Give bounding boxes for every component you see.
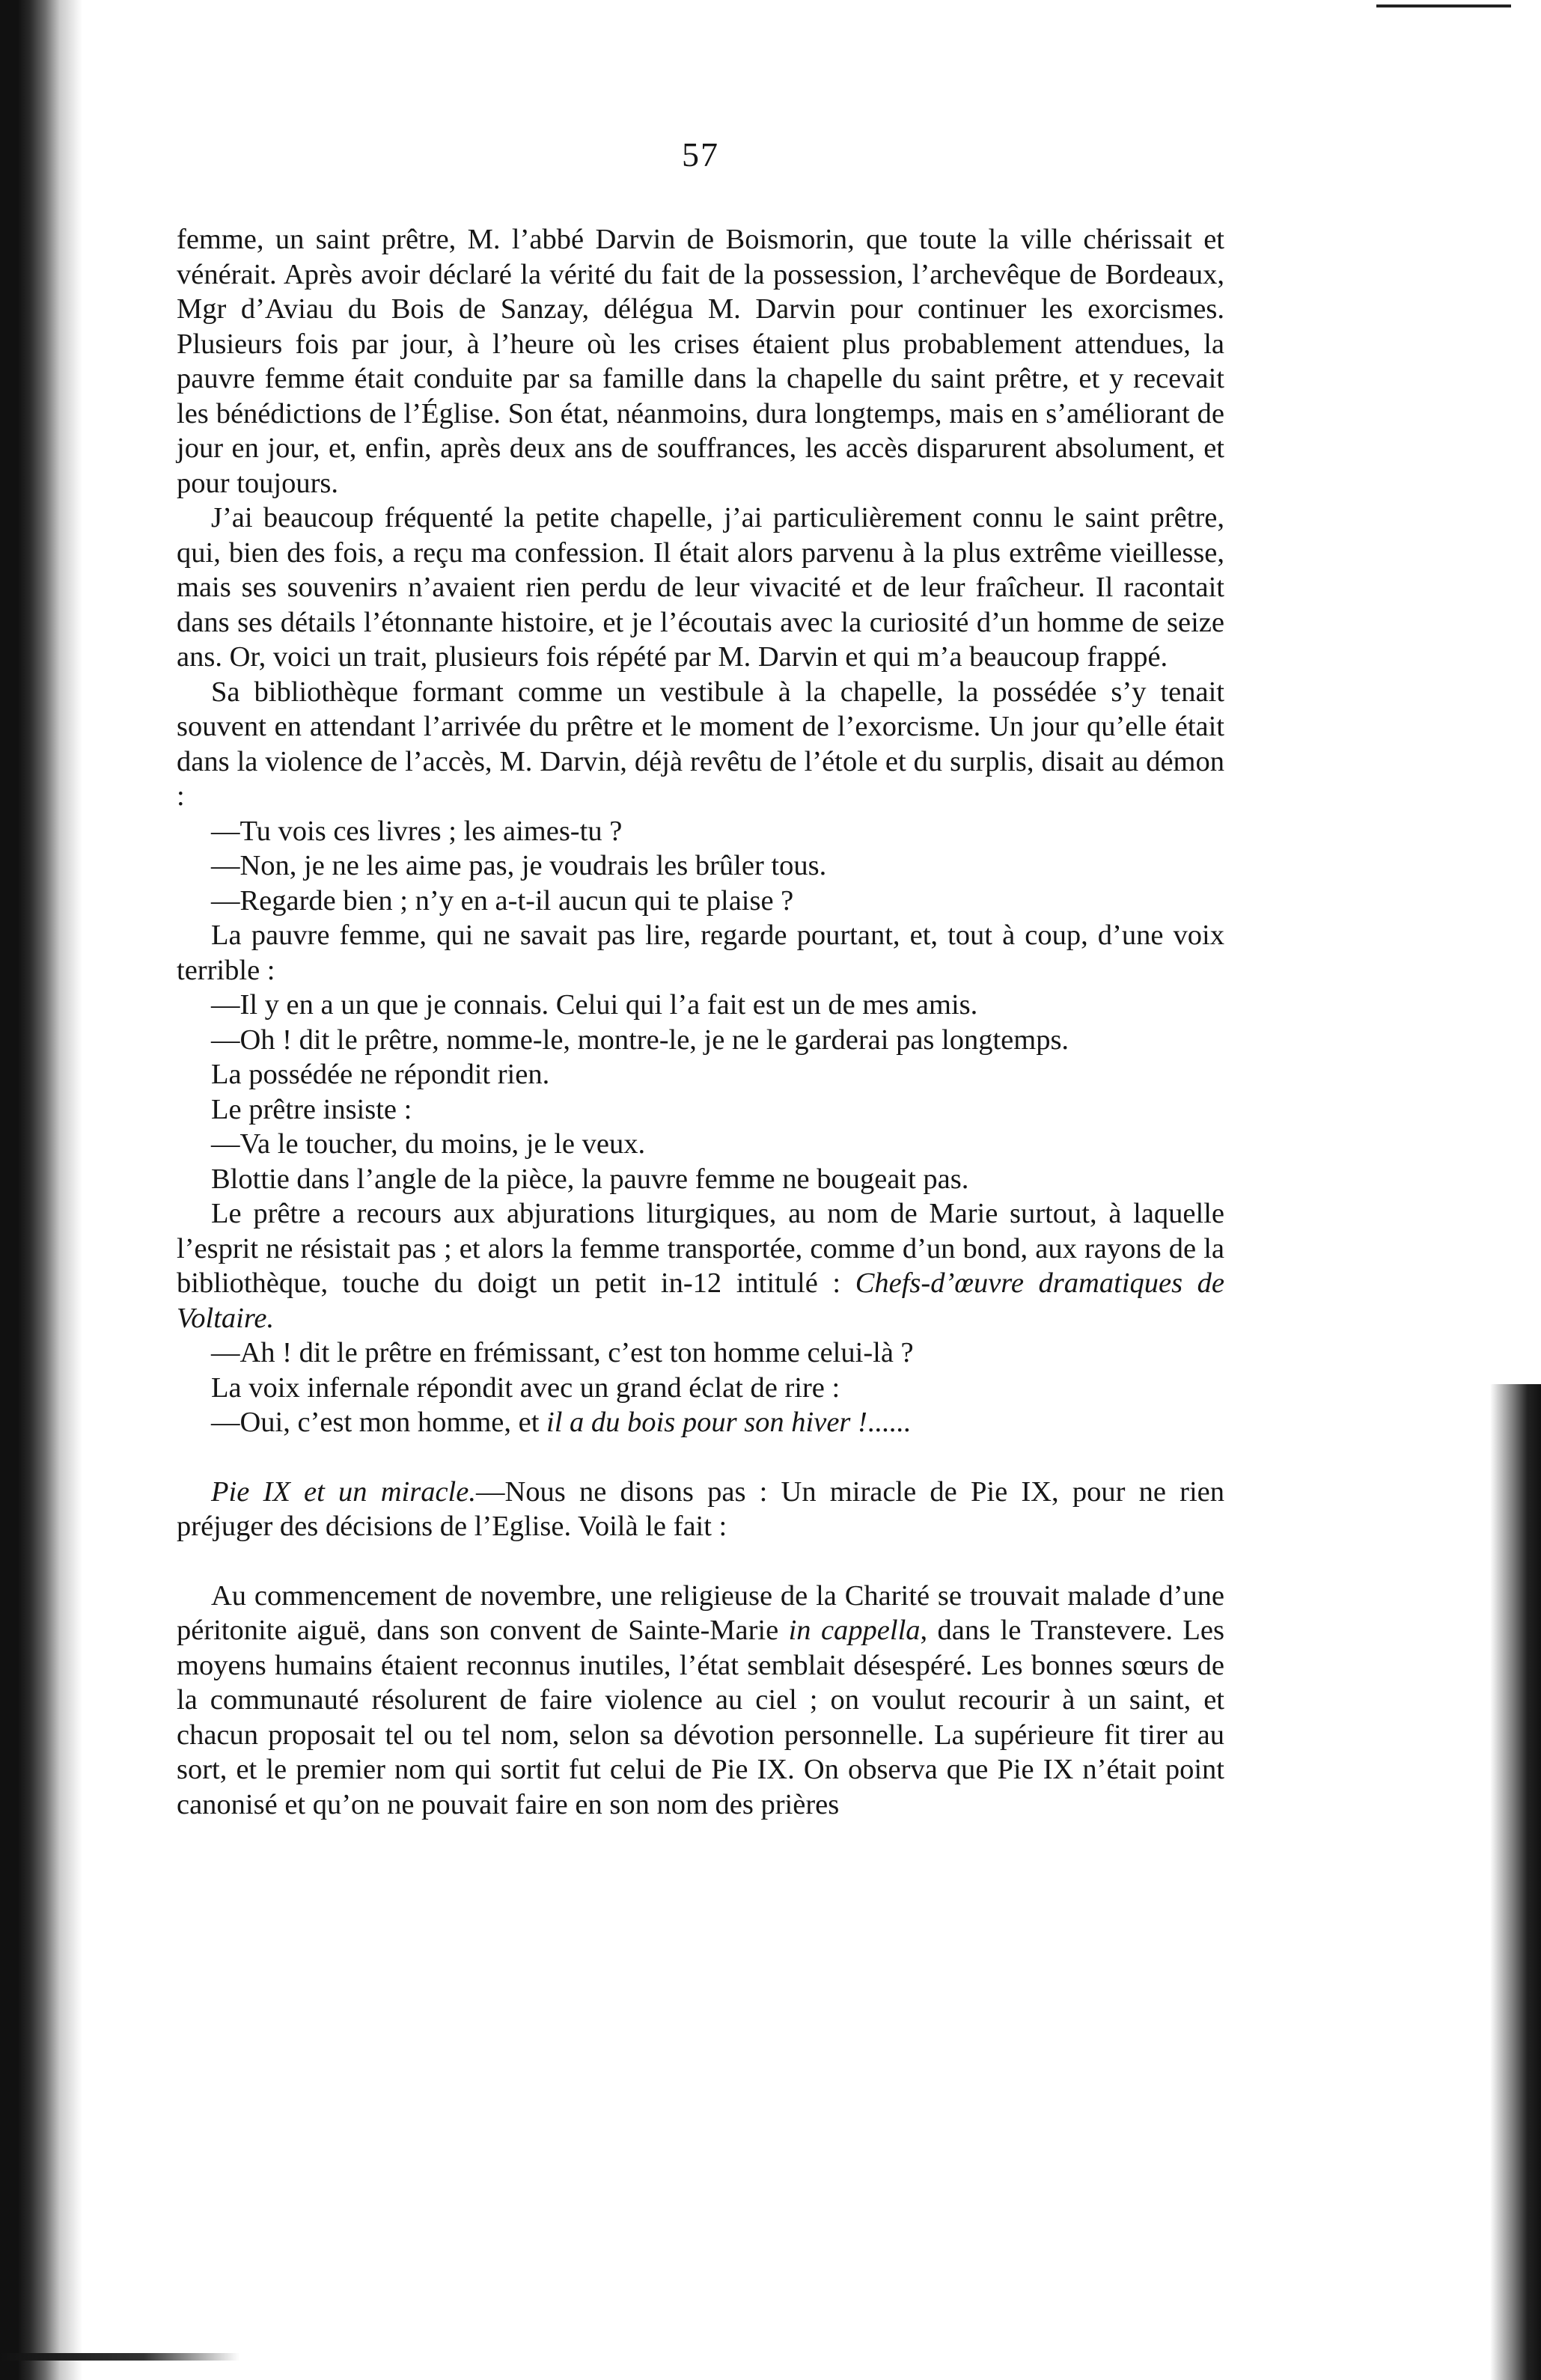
italic-emphasis: il a du bois pour son hiver !	[546, 1407, 867, 1438]
text-run: ......	[867, 1407, 911, 1438]
text-run: —Oui, c’est mon homme, et	[211, 1407, 547, 1438]
section-spacer	[177, 1440, 1224, 1475]
dialogue-line: —Oh ! dit le prêtre, nomme-le, montre-le, je ne le garderai pas longtemps.	[211, 1024, 1069, 1056]
dialogue-line: —Non, je ne les aime pas, je voudrais les brûler tous.	[211, 850, 827, 881]
dialogue-line: —Il y en a un que je connais. Celui qui l’a fait est un de mes amis.	[211, 989, 978, 1021]
paragraph-final	[177, 1579, 1224, 1823]
book-page	[177, 135, 1224, 1822]
paragraph-1: femme, un saint prêtre, M. l’abbé Darvin de Boismorin, que toute la ville chérissait et vénérait. Après avoir déclaré la vérité du fait de la possession, l’archevêque de Bordeaux, Mgr d’Aviau du Bois de Sanzay, délégua M. Darvin pour continuer les exorcismes. Plusieurs fois par jour, à l’heure où les crises étaient plus probablement attendues, la pauvre femme était conduite par sa famille dans la chapelle du saint prêtre, et y recevait les bénédictions de l’Église. Son état, néanmoins, dura longtemps, mais en s’améliorant de jour en jour, et, enfin, après deux ans de souffrances, les accès disparurent absolument, et pour toujours.	[177, 224, 1224, 499]
scan-shadow-right	[1489, 1384, 1541, 2380]
dialogue-line: —Tu vois ces livres ; les aimes-tu ?	[211, 815, 623, 847]
paragraph-narration: La voix infernale répondit avec un grand éclat de rire :	[211, 1371, 840, 1404]
section-spacer	[177, 1544, 1224, 1579]
paragraph-narration: Le prêtre insiste :	[211, 1093, 412, 1125]
text-run: Au commencement de novembre, une religieuse de la Charité se trouvait malade d’une péritonite aiguë, dans son convent de Sainte-Marie	[177, 1579, 1224, 1646]
paragraph-3: Sa bibliothèque formant comme un vestibule à la chapelle, la possédée s’y tenait souvent en attendant l’arrivée du prêtre et le moment de l’exorcisme. Un jour qu’elle était dans la violence de l’accès, M. Darvin, déjà revêtu de l’étole et du surplis, disait au démon :	[177, 676, 1224, 812]
paragraph-narration: La pauvre femme, qui ne savait pas lire, regarde pourtant, et, tout à coup, d’une voix terrible :	[177, 920, 1224, 986]
scan-rule-top	[1376, 4, 1511, 7]
dialogue-line: —Ah ! dit le prêtre en frémissant, c’est ton homme celui-là ?	[211, 1337, 914, 1368]
section-title: Pie IX et un miracle.	[211, 1475, 476, 1508]
scan-shadow-left	[0, 0, 90, 2380]
dialogue-line: —Va le toucher, du moins, je le veux.	[211, 1128, 646, 1160]
italic-place-name: in cappella	[788, 1615, 921, 1646]
dialogue-line	[177, 1405, 1224, 1440]
section-heading-paragraph	[177, 1475, 1224, 1544]
text-run: , dans le Transtevere. Les moyens humains étaient reconnus inutiles, l’état semblait désespéré. Les bonnes sœurs de la communauté résolurent de faire violence au ciel ; on voulut recourir à un saint, et chacun proposait tel ou tel nom, selon sa dévotion personnelle. La supérieure fit tirer au sort, et le premier nom qui sortit fut celui de Pie IX. On observa que Pie IX n’était point canonisé et qu’on ne pouvait faire en son nom des prières	[177, 1615, 1224, 1820]
scan-rule-bottom	[0, 2353, 239, 2361]
paragraph-narration: Blottie dans l’angle de la pièce, la pauvre femme ne bougeait pas.	[211, 1163, 969, 1195]
paragraph-2: J’ai beaucoup fréquenté la petite chapelle, j’ai particulièrement connu le saint prêtre, qui, bien des fois, a reçu ma confession. Il était alors parvenu à la plus extrême vieillesse, mais ses souvenirs n’avaient rien perdu de leur vivacité et de leur fraîcheur. Il racontait dans ses détails l’étonnante histoire, et je l’écoutais avec la curiosité d’un homme de seize ans. Or, voici un trait, plusieurs fois répété par M. Darvin et qui m’a beaucoup frappé.	[177, 502, 1224, 673]
book-title-italic: Chefs-d’œuvre dramatiques de Voltaire.	[177, 1267, 1224, 1334]
paragraph-narration: La possédée ne répondit rien.	[211, 1059, 550, 1090]
page-number: 57	[682, 135, 719, 174]
text-run: Le prêtre a recours aux abjurations liturgiques, au nom de Marie surtout, à laquelle l’esprit ne résistait pas ; et alors la femme transportée, comme d’un bond, aux rayons de la bibliothèque, touche du doigt un petit in-12 intitulé :	[177, 1198, 1224, 1299]
text-run: —Nous ne disons pas : Un miracle de Pie IX, pour ne rien préjuger des décisions de l’Eglise. Voilà le fait :	[177, 1475, 1224, 1542]
paragraph-narration	[177, 1196, 1224, 1336]
dialogue-line: —Regarde bien ; n’y en a-t-il aucun qui te plaise ?	[211, 884, 794, 917]
